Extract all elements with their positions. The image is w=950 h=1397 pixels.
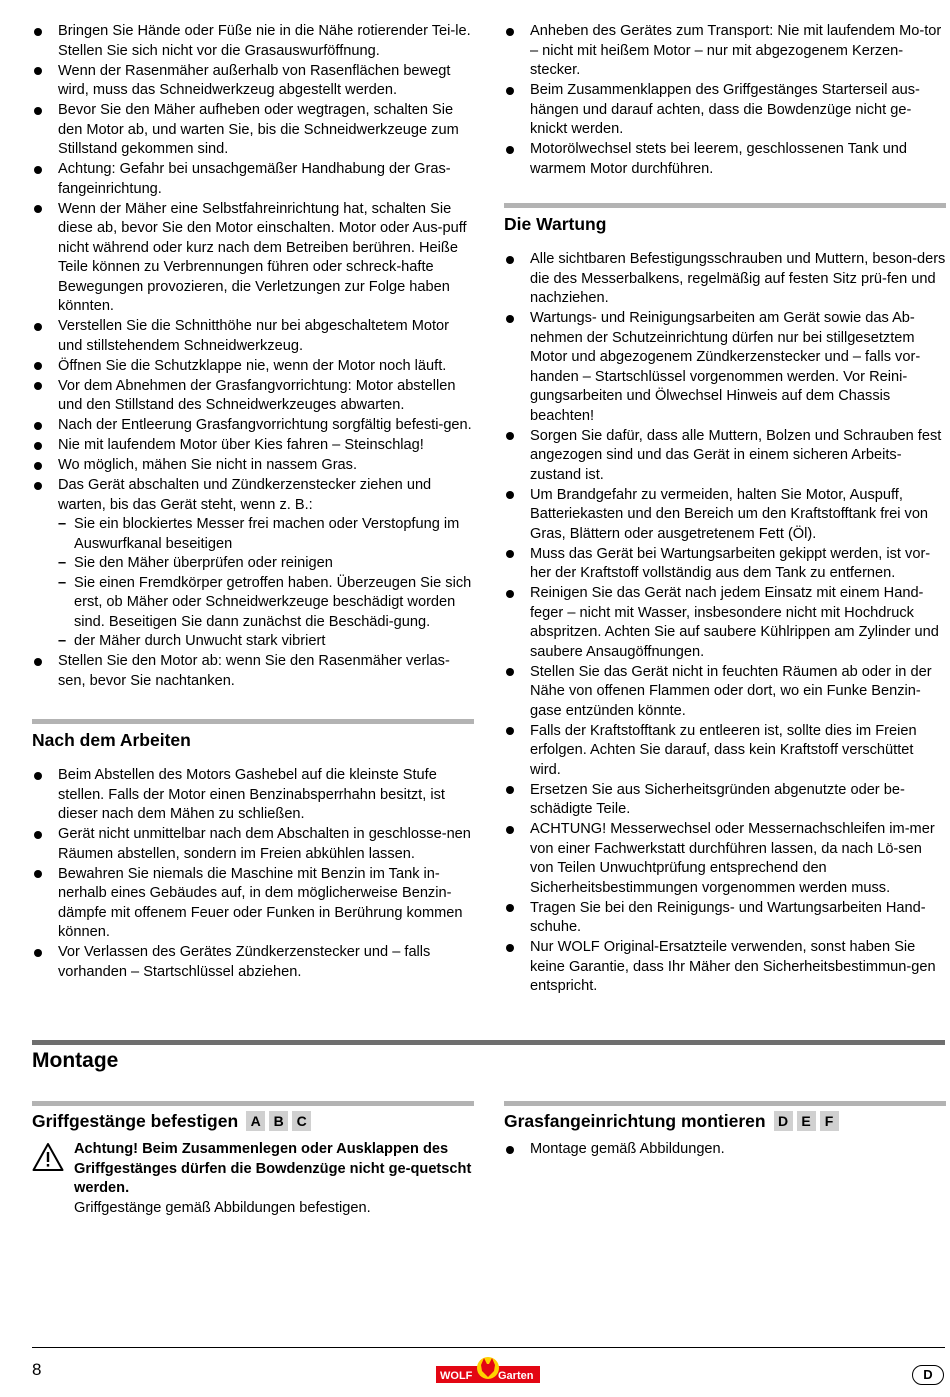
list-item: Anheben des Gerätes zum Transport: Nie mit laufendem Mo-tor – nicht mit heißem Motor – nur mit abgezogenem Kerzen-stecker.: [504, 22, 946, 81]
list-item: Bewahren Sie niemals die Maschine mit Benzin im Tank in-nerhalb eines Gebäudes auf, in dem möglicherweise Benzin-dämpfe mit offenem Feuer oder Funken in Berührung kommen können.: [32, 865, 474, 943]
list-item: Alle sichtbaren Befestigungsschrauben und Muttern, beson-ders die des Messerbalkens, regelmäßig auf festen Sitz prü-fen und nachziehen.: [504, 250, 946, 309]
warning-block: [32, 1140, 474, 1218]
list-item: Vor Verlassen des Gerätes Zündkerzenstecker und – falls vorhanden – Startschlüssel abziehen.: [32, 943, 474, 982]
right-column: [504, 22, 946, 997]
warning-text: Achtung! Beim Zusammenlegen oder Ausklappen des Griffgestänges dürfen die Bowdenzüge nicht ge-quetscht werden.: [74, 1141, 472, 1196]
figure-tag: B: [269, 1111, 288, 1131]
instruction-text: Griffgestänge gemäß Abbildungen befestigen.: [74, 1199, 371, 1216]
figure-tag: F: [820, 1111, 839, 1131]
list-item: Falls der Kraftstofftank zu entleeren ist, sollte dies im Freien erfolgen. Achten Sie darauf, dass kein Kraftstoff verschüttet wird.: [504, 722, 946, 781]
list-item: Achtung: Gefahr bei unsachgemäßer Handhabung der Gras-fangeinrichtung.: [32, 160, 474, 199]
figure-tag: C: [292, 1111, 311, 1131]
grass-section-title: [504, 1109, 946, 1133]
list-item: Beim Abstellen des Motors Gashebel auf die kleinste Stufe stellen. Falls der Motor einen Benzinabsperrhahn besitzt, ist dieser nach dem Mähen zu schließen.: [32, 766, 474, 825]
list-item-text: Das Gerät abschalten und Zündkerzenstecker ziehen und warten, bis das Gerät steht, wenn z. B.:: [58, 477, 432, 513]
list-item: Um Brandgefahr zu vermeiden, halten Sie Motor, Auspuff, Batteriekasten und den Bereich um den Kraftstofftank frei von Gras, Blättern oder ausgetretenem Fett (Öl).: [504, 486, 946, 545]
list-item: Nach der Entleerung Grasfangvorrichtung sorgfältig befesti-gen.: [32, 416, 474, 436]
maintenance-section: [504, 203, 946, 997]
list-item: Verstellen Sie die Schnitthöhe nur bei abgeschaltetem Motor und stillstehendem Schneidwerkzeug.: [32, 317, 474, 356]
page-number: 8: [32, 1360, 42, 1379]
list-item: Montage gemäß Abbildungen.: [504, 1140, 946, 1160]
list-item: Stellen Sie das Gerät nicht in feuchten Räumen ab oder in der Nähe von offenen Flammen oder dort, wo ein Funke Benzin-gase entzünden könnte.: [504, 663, 946, 722]
list-item: Nur WOLF Original-Ersatzteile verwenden, sonst haben Sie keine Garantie, dass Ihr Mäher den Sicherheitsbestimmun-gen entspricht.: [504, 938, 946, 997]
section-title-text: Grasfangeinrichtung montieren: [504, 1111, 766, 1131]
safety-list-right: [504, 22, 946, 179]
handle-section-title: [32, 1109, 474, 1133]
safety-list-left: [32, 22, 474, 691]
figure-tag: A: [246, 1111, 265, 1131]
after-work-list: [32, 766, 474, 982]
wolf-garten-logo: [436, 1357, 540, 1385]
dash-item: – der Mäher durch Unwucht stark vibriert: [58, 632, 474, 652]
list-item: Reinigen Sie das Gerät nach jedem Einsatz mit einem Hand-feger – nicht mit Wasser, insbesondere nicht mit Hochdruck abspritzen. Achten Sie auf saubere Kühlrippen am Zylinder und saubere Ansaugöffnungen.: [504, 584, 946, 662]
list-item: Wo möglich, mähen Sie nicht in nassem Gras.: [32, 456, 474, 476]
maintenance-list: [504, 250, 946, 997]
list-item: Stellen Sie den Motor ab: wenn Sie den Rasenmäher verlas-sen, bevor Sie nachtanken.: [32, 652, 474, 691]
section-title-text: Griffgestänge befestigen: [32, 1111, 239, 1131]
logo-text-right: Garten: [498, 1370, 534, 1382]
list-item: Öffnen Sie die Schutzklappe nie, wenn der Motor noch läuft.: [32, 357, 474, 377]
list-item: Ersetzen Sie aus Sicherheitsgründen abgenutzte oder be-schädigte Teile.: [504, 781, 946, 820]
dash-item: – Sie den Mäher überprüfen oder reinigen: [58, 554, 474, 574]
language-badge: D: [912, 1365, 944, 1385]
dash-item: – Sie ein blockiertes Messer frei machen oder Verstopfung im Auswurfkanal beseitigen: [58, 515, 474, 554]
list-item: Bringen Sie Hände oder Füße nie in die Nähe rotierender Tei-le. Stellen Sie sich nicht vor die Grasauswurföffnung.: [32, 22, 474, 61]
list-item: Wartungs- und Reinigungsarbeiten am Gerät sowie das Ab-nehmen der Schutzeinrichtung dürfen nur bei stillgesetztem Motor und abgezogenem Zündkerzenstecker und – falls vor-handen – Startschlüssel vorgenommen werden. Vor Reini-gungsarbeiten und Ölwechsel Hinweis auf dem Chassis beachten!: [504, 309, 946, 426]
footer-divider: [32, 1347, 945, 1348]
list-item: Gerät nicht unmittelbar nach dem Abschalten in geschlosse-nen Räumen abstellen, sondern im Freien abkühlen lassen.: [32, 825, 474, 864]
section-title: Nach dem Arbeiten: [32, 730, 191, 750]
list-item: Tragen Sie bei den Reinigungs- und Wartungsarbeiten Hand-schuhe.: [504, 899, 946, 938]
grass-catcher-section: [504, 1101, 946, 1160]
list-item: Wenn der Rasenmäher außerhalb von Rasenflächen bewegt wird, muss das Schneidwerkzeug abgestellt werden.: [32, 62, 474, 101]
handle-section: [32, 1101, 474, 1218]
list-item: Sorgen Sie dafür, dass alle Muttern, Bolzen und Schrauben fest angezogen sind und das Gerät in einem sicheren Arbeits-zustand ist.: [504, 427, 946, 486]
list-item: ACHTUNG! Messerwechsel oder Messernachschleifen im-mer von einer Fachwerkstatt durchführen lassen, da nach Lö-sen von Teilen Unwuchtprüfung entsprechend den Sicherheitsbestimmungen vorgenommen werden muss.: [504, 820, 946, 898]
montage-title: Montage: [32, 1049, 119, 1072]
list-item: Muss das Gerät bei Wartungsarbeiten gekippt werden, ist vor-her der Kraftstoff vollständig aus dem Tank zu entfernen.: [504, 545, 946, 584]
list-item: Vor dem Abnehmen der Grasfangvorrichtung: Motor abstellen und den Stillstand des Schneidwerkzeuges abwarten.: [32, 377, 474, 416]
figure-tag: D: [774, 1111, 793, 1131]
list-item: Motorölwechsel stets bei leerem, geschlossenen Tank und warmem Motor durchführen.: [504, 140, 946, 179]
montage-divider: [32, 1040, 945, 1045]
list-item: Wenn der Mäher eine Selbstfahreinrichtung hat, schalten Sie diese ab, bevor Sie den Motor einschalten. Motor oder Aus-puff nicht während oder kurz nach dem Betreiben berühren. Heiße Teile können zu Verbrennungen führen oder schreck-hafte Bewegungen provozieren, die Verletzungen zur Folge haben könnten.: [32, 200, 474, 317]
left-column: [32, 22, 474, 983]
list-item: [32, 476, 474, 652]
logo-text-left: WOLF: [440, 1370, 473, 1382]
warning-triangle-icon: [32, 1142, 64, 1172]
dash-item: – Sie einen Fremdkörper getroffen haben. Überzeugen Sie sich erst, ob Mäher oder Schneidwerkzeuge beschädigt worden sind. Beseitigen Sie dann zunächst die Beschädi-gung.: [58, 574, 474, 633]
after-work-section: [32, 719, 474, 982]
figure-tag: E: [797, 1111, 816, 1131]
section-title: Die Wartung: [504, 214, 607, 234]
dash-list: [58, 515, 474, 652]
grass-list: [504, 1140, 946, 1160]
list-item: Beim Zusammenklappen des Griffgestänges Starterseil aus-hängen und darauf achten, dass die Bowdenzüge nicht ge-knickt werden.: [504, 81, 946, 140]
list-item: Nie mit laufendem Motor über Kies fahren – Steinschlag!: [32, 436, 474, 456]
list-item: Bevor Sie den Mäher aufheben oder wegtragen, schalten Sie den Motor ab, und warten Sie, bis die Schneidwerkzeuge zum Stillstand gekommen sind.: [32, 101, 474, 160]
